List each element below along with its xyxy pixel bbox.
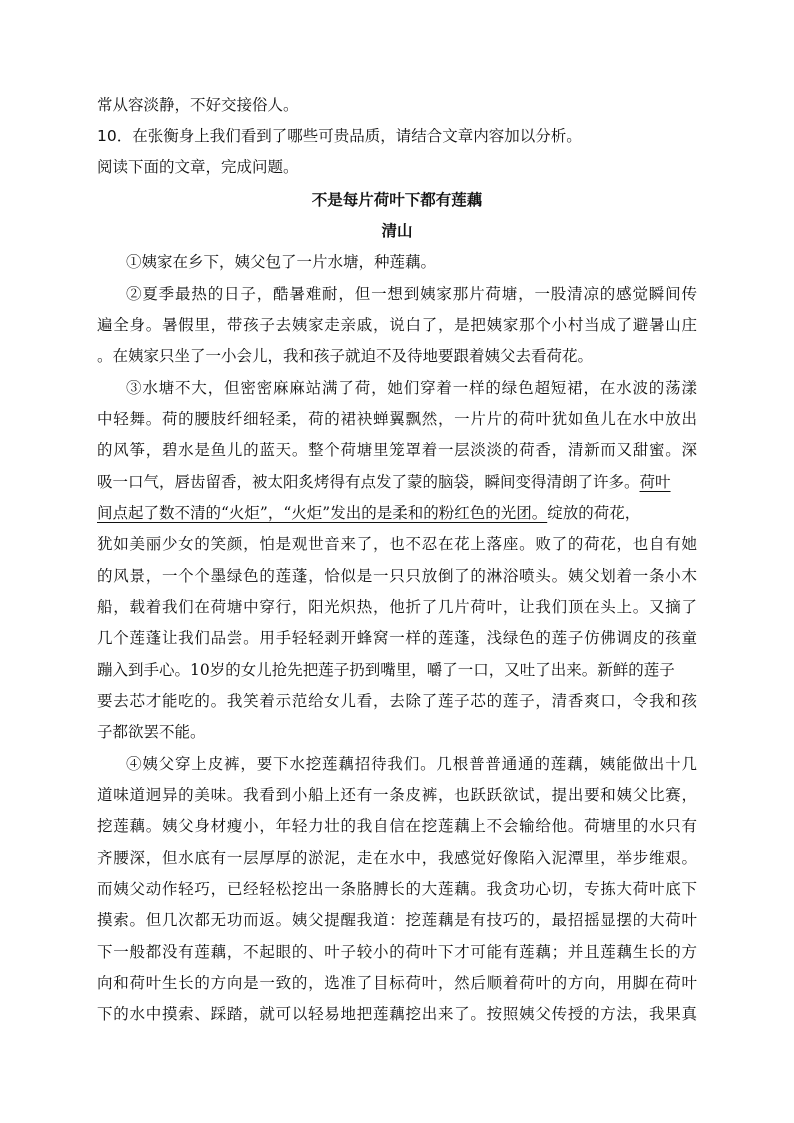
- article-line-mixed: [97, 503, 697, 523]
- article-text-span: 蹦入到手心。10岁的女儿抢先把莲子扔到嘴里，: [97, 661, 427, 679]
- article-title: 不是每片荷叶下都有莲藕: [311, 190, 483, 209]
- article-line: 犹如美丽少女的笑颜，怕是观世音来了，也不忍在花上落座。败了的荷花，也自有她: [97, 535, 697, 553]
- article-line-mixed: [97, 472, 697, 492]
- article-text-span: 绽放的荷花，: [547, 504, 641, 522]
- article-line: ③水塘不大，但密密麻麻站满了荷，她们穿着一样的绿色超短裙，在水波的荡漾: [126, 379, 697, 397]
- article-line: 摸索。但几次都无功而返。姨父提醒我道：挖莲藕是有技巧的，最招摇显摆的大荷叶: [97, 911, 697, 929]
- article-line: ④姨父穿上皮裤，要下水挖莲藕招待我们。几根普普通通的莲藕，姨能做出十几: [126, 755, 697, 773]
- article-line: 下一般都没有莲藕，不起眼的、叶子较小的荷叶下才可能有莲藕；并且莲藕生长的方: [97, 943, 697, 961]
- article-line: 子都欲罢不能。: [97, 723, 206, 741]
- article-line: 道味道迥异的美味。我看到小船上还有一条皮裤，也跃跃欲试，提出要和姨父比赛，: [97, 786, 697, 804]
- article-line: 而姨父动作轻巧，已经轻松挖出一条胳膊长的大莲藕。我贪功心切，专拣大荷叶底下: [97, 880, 697, 898]
- article-line: 几个莲蓬让我们品尝。用手轻轻剥开蜂窝一样的莲蓬，浅绿色的莲子仿佛调皮的孩童: [97, 629, 697, 647]
- reading-instruction: 阅读下面的文章，完成问题。: [97, 158, 299, 176]
- article-line: 的风景，一个个墨绿色的莲蓬，恰似是一只只放倒了的淋浴喷头。姨父划着一条小木: [97, 567, 697, 585]
- article-line: 向和荷叶生长的方向是一致的，选准了目标荷叶，然后顺着荷叶的方向，用脚在荷叶: [97, 974, 697, 992]
- article-line: 。在姨家只坐了一小会儿，我和孩子就迫不及待地要跟着姨父去看荷花。: [97, 347, 594, 365]
- article-line: 中轻舞。荷的腰肢纤细轻柔，荷的裙袂蝉翼飘然，一片片的荷叶犹如鱼儿在水中放出: [97, 410, 697, 428]
- article-line: 挖莲藕。姨父身材瘦小，年轻力壮的我自信在挖莲藕上不会输给他。荷塘里的水只有: [97, 817, 697, 835]
- article-line: 齐腰深，但水底有一层厚厚的淤泥，走在水中，我感觉好像陷入泥潭里，举步维艰。: [97, 849, 697, 867]
- article-line: 下的水中摸索、踩踏，就可以轻易地把莲藕挖出来了。按照姨父传授的方法，我果真: [97, 1005, 697, 1023]
- underlined-sentence-start: 荷叶: [639, 473, 671, 491]
- article-line: ①姨家在乡下，姨父包了一片水塘，种莲藕。: [126, 253, 437, 271]
- article-line: 的风筝，碧水是鱼儿的蓝天。整个荷塘里笼罩着一层淡淡的荷香，清新而又甜蜜。深: [97, 441, 697, 459]
- article-author: 清山: [381, 221, 413, 240]
- article-line-mixed: [97, 660, 697, 680]
- article-line: ②夏季最热的日子，酷暑难耐，但一想到姨家那片荷塘，一股清凉的感觉瞬间传: [126, 285, 697, 303]
- article-line: 船，载着我们在荷塘中穿行，阳光炽热，他折了几片荷叶，让我们顶在头上。又摘了: [97, 598, 697, 616]
- previous-text-line: 常从容淡静，不好交接俗人。: [97, 96, 299, 114]
- article-line: 遍全身。暑假里，带孩子去姨家走亲戚，说白了，是把姨家那个小村当成了避暑山庄: [97, 316, 697, 334]
- question-10: 10．在张衡身上我们看到了哪些可贵品质，请结合文章内容加以分析。: [97, 127, 582, 145]
- underlined-sentence-end: 间点起了数不清的“火炬”，“火炬”发出的是柔和的粉红色的光团。: [97, 504, 548, 522]
- article-text-span: 嚼了一口，又吐了出来。新鲜的莲子: [426, 661, 675, 679]
- article-text-span: 吸一口气，唇齿留香，被太阳炙烤得有点发了蒙的脑袋，瞬间变得清朗了许多。: [97, 473, 640, 491]
- article-line: 要去芯才能吃的。我笑着示范给女儿看，去除了莲子芯的莲子，清香爽口，令我和孩: [97, 692, 697, 710]
